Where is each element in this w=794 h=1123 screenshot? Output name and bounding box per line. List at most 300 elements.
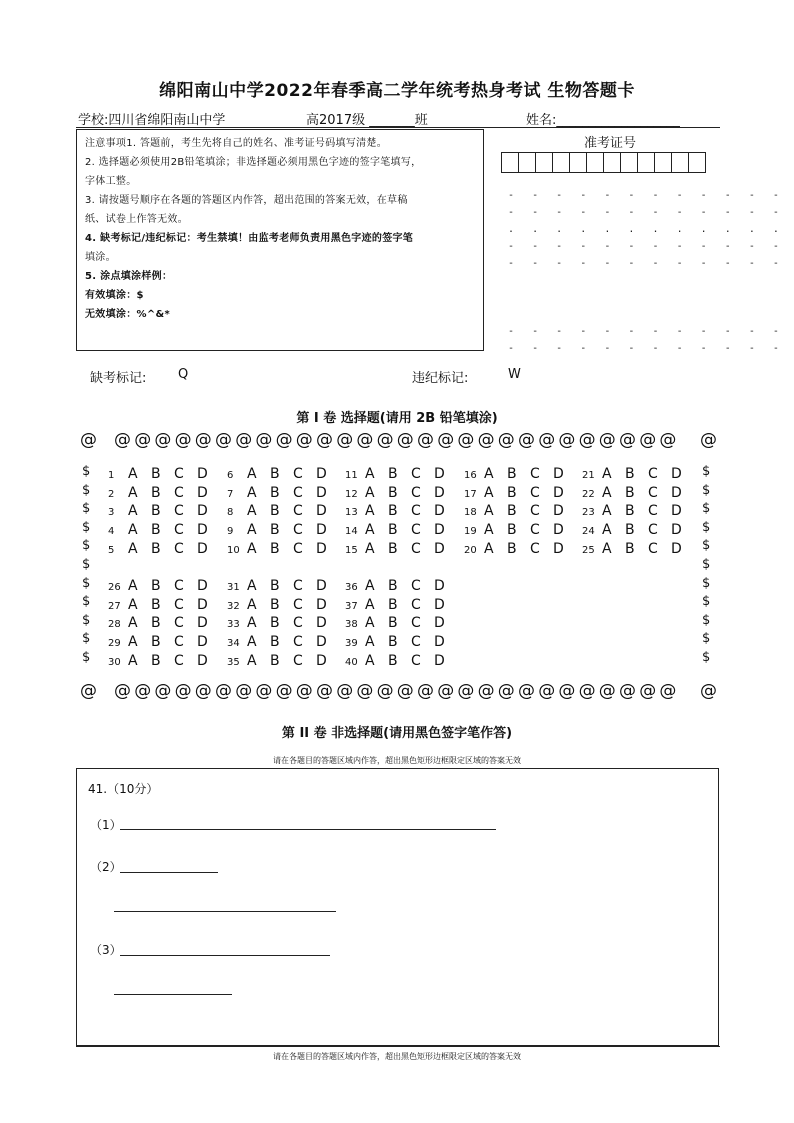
option-a-bubble[interactable]: A: [602, 522, 612, 538]
choice-question-6: [227, 466, 339, 482]
exam-number-fill-row[interactable]: - - - - - - - - - - - -: [508, 258, 779, 269]
option-d-bubble[interactable]: D: [671, 466, 682, 482]
exam-number-box[interactable]: [501, 152, 519, 173]
option-b-bubble[interactable]: B: [388, 541, 398, 557]
option-c-bubble[interactable]: C: [293, 466, 303, 482]
choice-question-10: [227, 541, 339, 557]
option-a-bubble[interactable]: A: [365, 522, 375, 538]
border-at-glyph: @: [114, 430, 131, 450]
option-a-bubble[interactable]: A: [128, 485, 138, 501]
option-a-bubble[interactable]: A: [602, 485, 612, 501]
border-dollar-glyph: $: [702, 612, 711, 628]
border-at-glyph: @: [598, 681, 616, 701]
option-b-bubble[interactable]: B: [270, 578, 280, 594]
choice-question-38: [345, 615, 457, 631]
school-label: 学校:四川省绵阳南山中学: [78, 113, 226, 128]
question-number: 1: [108, 470, 115, 481]
option-b-bubble[interactable]: B: [388, 522, 398, 538]
choice-question-27: [108, 597, 220, 613]
question-number: 33: [227, 619, 240, 630]
question-number: 22: [582, 489, 595, 500]
option-d-bubble[interactable]: D: [434, 597, 445, 613]
option-b-bubble[interactable]: B: [151, 503, 161, 519]
instructions-box: [76, 129, 484, 351]
name-field[interactable]: 姓名:___________________: [526, 113, 680, 128]
border-at-glyph: @: [619, 430, 636, 450]
option-a-bubble[interactable]: A: [602, 541, 612, 557]
option-d-bubble[interactable]: D: [197, 522, 208, 538]
option-a-bubble[interactable]: A: [365, 578, 375, 594]
option-c-bubble[interactable]: C: [174, 522, 184, 538]
choice-question-13: [345, 503, 457, 519]
q41-part3-line-2[interactable]: [114, 994, 232, 995]
border-at-glyph: @: [437, 681, 455, 701]
border-dollar-glyph: $: [82, 557, 91, 572]
option-a-bubble[interactable]: A: [128, 634, 138, 650]
option-a-bubble[interactable]: A: [365, 634, 375, 650]
option-b-bubble[interactable]: B: [151, 522, 161, 538]
option-a-bubble[interactable]: A: [484, 466, 494, 482]
border-dollar-glyph: $: [702, 631, 711, 647]
border-dollar-glyph: $: [702, 464, 711, 479]
option-b-bubble[interactable]: B: [625, 541, 635, 557]
option-c-bubble[interactable]: C: [411, 541, 421, 557]
exam-number-fill-row[interactable]: - - - - - - - - - - - -: [508, 207, 779, 218]
choice-question-12: [345, 485, 457, 501]
choice-question-35: [227, 653, 339, 669]
section1-bottom-border: [76, 681, 720, 703]
option-d-bubble[interactable]: D: [316, 597, 327, 613]
option-c-bubble[interactable]: C: [411, 615, 421, 631]
exam-number-box[interactable]: [654, 152, 672, 173]
option-d-bubble[interactable]: D: [434, 466, 445, 482]
option-c-bubble[interactable]: C: [293, 653, 303, 669]
section2-title: 第 II 卷 非选择题(请用黑色签字笔作答): [281, 726, 513, 741]
exam-number-fill-row[interactable]: . . . . . . . . . . . .: [508, 224, 779, 235]
option-d-bubble[interactable]: D: [197, 653, 208, 669]
option-c-bubble[interactable]: C: [530, 522, 540, 538]
option-d-bubble[interactable]: D: [197, 615, 208, 631]
exam-number-box[interactable]: [671, 152, 689, 173]
choice-question-31: [227, 578, 339, 594]
option-a-bubble[interactable]: A: [128, 466, 138, 482]
choice-question-11: [345, 466, 457, 482]
option-b-bubble[interactable]: B: [625, 485, 635, 501]
option-b-bubble[interactable]: B: [270, 653, 280, 669]
option-d-bubble[interactable]: D: [434, 578, 445, 594]
option-c-bubble[interactable]: C: [174, 578, 184, 594]
option-b-bubble[interactable]: B: [507, 541, 517, 557]
option-a-bubble[interactable]: A: [247, 597, 257, 613]
choice-question-30: [108, 653, 220, 669]
option-c-bubble[interactable]: C: [648, 485, 658, 501]
option-c-bubble[interactable]: C: [293, 634, 303, 650]
border-at-glyph: @: [639, 681, 657, 701]
absent-mark-label: 缺考标记:: [90, 371, 147, 386]
option-a-bubble[interactable]: A: [247, 522, 257, 538]
border-at-glyph: @: [497, 430, 515, 450]
option-a-bubble[interactable]: A: [365, 485, 375, 501]
border-dollar-glyph: $: [702, 482, 711, 498]
option-d-bubble[interactable]: D: [553, 522, 564, 538]
option-d-bubble[interactable]: D: [197, 466, 208, 482]
option-b-bubble[interactable]: B: [151, 485, 161, 501]
option-d-bubble[interactable]: D: [197, 541, 208, 557]
option-a-bubble[interactable]: A: [247, 503, 257, 519]
option-b-bubble[interactable]: B: [151, 615, 161, 631]
option-d-bubble[interactable]: D: [671, 522, 682, 538]
question-number: 18: [464, 507, 477, 518]
option-b-bubble[interactable]: B: [270, 485, 280, 501]
answer-area-41[interactable]: [76, 768, 719, 1046]
option-c-bubble[interactable]: C: [293, 522, 303, 538]
option-b-bubble[interactable]: B: [388, 466, 398, 482]
exam-number-fill-row[interactable]: - - - - - - - - - - - -: [508, 343, 779, 354]
option-b-bubble[interactable]: B: [388, 503, 398, 519]
option-b-bubble[interactable]: B: [625, 466, 635, 482]
option-b-bubble[interactable]: B: [270, 615, 280, 631]
option-a-bubble[interactable]: A: [128, 503, 138, 519]
option-a-bubble[interactable]: A: [602, 503, 612, 519]
choice-question-9: [227, 522, 339, 538]
border-at-glyph: @: [578, 681, 596, 701]
border-at-glyph: @: [174, 430, 192, 450]
option-b-bubble[interactable]: B: [507, 485, 517, 501]
option-d-bubble[interactable]: D: [553, 541, 564, 557]
border-at-glyph: @: [538, 430, 556, 450]
option-c-bubble[interactable]: C: [411, 503, 421, 519]
option-a-bubble[interactable]: A: [128, 578, 138, 594]
q41-part2-line-1[interactable]: [120, 872, 218, 873]
choice-question-32: [227, 597, 339, 613]
option-a-bubble[interactable]: A: [247, 653, 257, 669]
border-at-glyph: @: [174, 681, 192, 701]
question-number: 23: [582, 507, 595, 518]
exam-number-box[interactable]: [603, 152, 621, 173]
option-a-bubble[interactable]: A: [247, 466, 257, 482]
option-c-bubble[interactable]: C: [411, 485, 421, 501]
exam-number-box[interactable]: [688, 152, 706, 173]
option-c-bubble[interactable]: C: [293, 541, 303, 557]
option-b-bubble[interactable]: B: [151, 597, 161, 613]
border-at-glyph: @: [316, 430, 333, 450]
border-at-glyph: @: [700, 430, 717, 450]
option-d-bubble[interactable]: D: [671, 541, 682, 557]
choice-question-26: [108, 578, 220, 594]
border-at-glyph: @: [578, 430, 596, 450]
exam-number-fill-row[interactable]: - - - - - - - - - - - -: [508, 326, 779, 337]
choice-question-24: [582, 522, 694, 538]
q41-part1-line[interactable]: [120, 829, 496, 830]
exam-number-fill-row[interactable]: - - - - - - - - - - - -: [508, 190, 779, 201]
option-d-bubble[interactable]: D: [316, 615, 327, 631]
option-c-bubble[interactable]: C: [293, 578, 303, 594]
question-number: 5: [108, 545, 115, 556]
footer-divider: [76, 1046, 720, 1047]
border-at-glyph: @: [154, 681, 172, 701]
option-a-bubble[interactable]: A: [128, 597, 138, 613]
option-b-bubble[interactable]: B: [151, 634, 161, 650]
question-number: 27: [108, 601, 121, 612]
border-at-glyph: @: [134, 681, 152, 701]
border-at-glyph: @: [336, 681, 354, 701]
grade-class-field[interactable]: 高2017级 _______班: [306, 113, 428, 128]
question-number: 24: [582, 526, 595, 537]
option-d-bubble[interactable]: D: [316, 522, 327, 538]
question-number: 26: [108, 582, 121, 593]
option-a-bubble[interactable]: A: [247, 541, 257, 557]
choice-question-34: [227, 634, 339, 650]
exam-number-label: 准考证号: [583, 136, 636, 151]
section1-right-border: [702, 464, 716, 674]
option-a-bubble[interactable]: A: [484, 503, 494, 519]
option-c-bubble[interactable]: C: [293, 615, 303, 631]
option-d-bubble[interactable]: D: [316, 541, 327, 557]
border-at-glyph: @: [255, 430, 273, 450]
question-number: 3: [108, 507, 115, 518]
option-a-bubble[interactable]: A: [484, 485, 494, 501]
option-b-bubble[interactable]: B: [388, 485, 398, 501]
option-a-bubble[interactable]: A: [128, 653, 138, 669]
option-b-bubble[interactable]: B: [507, 466, 517, 482]
option-d-bubble[interactable]: D: [553, 503, 564, 519]
option-b-bubble[interactable]: B: [270, 634, 280, 650]
option-c-bubble[interactable]: C: [411, 634, 421, 650]
option-c-bubble[interactable]: C: [174, 485, 184, 501]
question-number: 11: [345, 470, 358, 481]
choice-question-14: [345, 522, 457, 538]
option-c-bubble[interactable]: C: [411, 653, 421, 669]
option-d-bubble[interactable]: D: [316, 503, 327, 519]
border-at-glyph: @: [356, 430, 374, 450]
q41-part2-label: （2）: [90, 860, 122, 874]
option-c-bubble[interactable]: C: [174, 653, 184, 669]
option-c-bubble[interactable]: C: [648, 503, 658, 519]
question-number: 29: [108, 638, 121, 649]
option-d-bubble[interactable]: D: [197, 485, 208, 501]
border-at-glyph: @: [376, 430, 394, 450]
question-number: 17: [464, 489, 477, 500]
border-dollar-glyph: $: [702, 575, 711, 591]
option-d-bubble[interactable]: D: [316, 485, 327, 501]
option-a-bubble[interactable]: A: [484, 522, 494, 538]
option-d-bubble[interactable]: D: [316, 634, 327, 650]
option-d-bubble[interactable]: D: [553, 485, 564, 501]
border-at-glyph: @: [659, 430, 677, 450]
border-at-glyph: @: [700, 681, 717, 701]
option-a-bubble[interactable]: A: [128, 522, 138, 538]
option-c-bubble[interactable]: C: [174, 615, 184, 631]
option-c-bubble[interactable]: C: [411, 522, 421, 538]
border-at-glyph: @: [134, 430, 152, 450]
option-a-bubble[interactable]: A: [247, 634, 257, 650]
option-c-bubble[interactable]: C: [530, 485, 540, 501]
choice-question-36: [345, 578, 457, 594]
choice-question-33: [227, 615, 339, 631]
option-c-bubble[interactable]: C: [530, 503, 540, 519]
option-a-bubble[interactable]: A: [365, 653, 375, 669]
absent-mark-box[interactable]: Q: [178, 367, 189, 382]
option-d-bubble[interactable]: D: [434, 522, 445, 538]
exam-number-box[interactable]: [569, 152, 587, 173]
question-number: 28: [108, 619, 121, 630]
question-number: 38: [345, 619, 358, 630]
option-b-bubble[interactable]: B: [507, 522, 517, 538]
option-b-bubble[interactable]: B: [270, 597, 280, 613]
option-b-bubble[interactable]: B: [151, 541, 161, 557]
border-at-glyph: @: [518, 681, 535, 701]
option-c-bubble[interactable]: C: [174, 466, 184, 482]
option-a-bubble[interactable]: A: [128, 615, 138, 631]
question-number: 32: [227, 601, 240, 612]
option-c-bubble[interactable]: C: [174, 634, 184, 650]
option-a-bubble[interactable]: A: [365, 503, 375, 519]
choice-question-21: [582, 466, 694, 482]
option-b-bubble[interactable]: B: [625, 522, 635, 538]
violation-mark-box[interactable]: W: [508, 367, 521, 382]
exam-number-box[interactable]: [518, 152, 536, 173]
option-c-bubble[interactable]: C: [174, 597, 184, 613]
option-a-bubble[interactable]: A: [365, 541, 375, 557]
option-a-bubble[interactable]: A: [128, 541, 138, 557]
q41-part2-line-2[interactable]: [114, 911, 336, 912]
border-at-glyph: @: [194, 430, 212, 450]
option-b-bubble[interactable]: B: [388, 578, 398, 594]
q41-part3-line-1[interactable]: [120, 955, 330, 956]
exam-number-boxes[interactable]: [501, 152, 705, 173]
option-c-bubble[interactable]: C: [530, 466, 540, 482]
question-number: 35: [227, 657, 240, 668]
option-d-bubble[interactable]: D: [316, 578, 327, 594]
option-b-bubble[interactable]: B: [388, 653, 398, 669]
exam-number-box[interactable]: [552, 152, 570, 173]
option-b-bubble[interactable]: B: [388, 634, 398, 650]
option-a-bubble[interactable]: A: [365, 615, 375, 631]
option-a-bubble[interactable]: A: [602, 466, 612, 482]
option-d-bubble[interactable]: D: [553, 466, 564, 482]
option-d-bubble[interactable]: D: [197, 578, 208, 594]
border-dollar-glyph: $: [702, 594, 711, 610]
option-d-bubble[interactable]: D: [197, 634, 208, 650]
note-invalid-sample: 无效填涂：%^&*: [85, 309, 171, 320]
option-a-bubble[interactable]: A: [247, 485, 257, 501]
question-number: 15: [345, 545, 358, 556]
option-c-bubble[interactable]: C: [411, 597, 421, 613]
option-d-bubble[interactable]: D: [434, 541, 445, 557]
border-at-glyph: @: [639, 430, 657, 450]
option-c-bubble[interactable]: C: [648, 466, 658, 482]
option-c-bubble[interactable]: C: [648, 541, 658, 557]
option-a-bubble[interactable]: A: [247, 615, 257, 631]
option-d-bubble[interactable]: D: [434, 503, 445, 519]
option-c-bubble[interactable]: C: [174, 503, 184, 519]
option-b-bubble[interactable]: B: [151, 466, 161, 482]
option-d-bubble[interactable]: D: [434, 615, 445, 631]
option-c-bubble[interactable]: C: [293, 597, 303, 613]
option-b-bubble[interactable]: B: [625, 503, 635, 519]
border-at-glyph: @: [477, 681, 495, 701]
option-d-bubble[interactable]: D: [434, 634, 445, 650]
question-number: 13: [345, 507, 358, 518]
choice-question-19: [464, 522, 576, 538]
question-number: 4: [108, 526, 115, 537]
option-d-bubble[interactable]: D: [671, 503, 682, 519]
choice-question-25: [582, 541, 694, 557]
exam-number-box[interactable]: [535, 152, 553, 173]
option-b-bubble[interactable]: B: [151, 653, 161, 669]
option-c-bubble[interactable]: C: [293, 485, 303, 501]
option-c-bubble[interactable]: C: [174, 541, 184, 557]
option-b-bubble[interactable]: B: [388, 597, 398, 613]
border-at-glyph: @: [558, 430, 576, 450]
note-line-8: 5. 涂点填涂样例：: [85, 271, 173, 282]
note-valid-sample: 有效填涂：$: [85, 290, 144, 301]
exam-number-box[interactable]: [620, 152, 638, 173]
option-c-bubble[interactable]: C: [411, 466, 421, 482]
option-b-bubble[interactable]: B: [270, 466, 280, 482]
q41-part1-label: （1）: [90, 818, 122, 832]
question-number: 14: [345, 526, 358, 537]
choice-question-2: [108, 485, 220, 501]
section1-left-border: [82, 464, 96, 674]
option-d-bubble[interactable]: D: [197, 597, 208, 613]
border-at-glyph: @: [80, 430, 97, 450]
option-d-bubble[interactable]: D: [316, 466, 327, 482]
option-a-bubble[interactable]: A: [484, 541, 494, 557]
page-title: 绵阳南山中学2022年春季高二学年统考热身考试 生物答题卡: [159, 81, 635, 101]
option-a-bubble[interactable]: A: [247, 578, 257, 594]
exam-number-box[interactable]: [637, 152, 655, 173]
option-d-bubble[interactable]: D: [434, 653, 445, 669]
choice-question-8: [227, 503, 339, 519]
border-dollar-glyph: $: [702, 538, 711, 554]
option-a-bubble[interactable]: A: [365, 597, 375, 613]
option-c-bubble[interactable]: C: [648, 522, 658, 538]
note-line-1: 注意事项1. 答题前，考生先将自己的姓名、准考证号码填写清楚。: [85, 138, 388, 149]
option-b-bubble[interactable]: B: [507, 503, 517, 519]
option-b-bubble[interactable]: B: [151, 578, 161, 594]
option-d-bubble[interactable]: D: [671, 485, 682, 501]
option-d-bubble[interactable]: D: [316, 653, 327, 669]
option-c-bubble[interactable]: C: [293, 503, 303, 519]
option-d-bubble[interactable]: D: [434, 485, 445, 501]
option-b-bubble[interactable]: B: [270, 522, 280, 538]
question-number: 34: [227, 638, 240, 649]
option-b-bubble[interactable]: B: [270, 503, 280, 519]
option-c-bubble[interactable]: C: [411, 578, 421, 594]
border-at-glyph: @: [80, 681, 97, 701]
border-at-glyph: @: [396, 681, 414, 701]
choice-question-28: [108, 615, 220, 631]
border-dollar-glyph: $: [82, 631, 91, 647]
option-c-bubble[interactable]: C: [530, 541, 540, 557]
border-dollar-glyph: $: [82, 575, 91, 591]
question-number: 19: [464, 526, 477, 537]
border-dollar-glyph: $: [82, 650, 91, 665]
option-d-bubble[interactable]: D: [197, 503, 208, 519]
exam-number-box[interactable]: [586, 152, 604, 173]
question-number: 2: [108, 489, 115, 500]
border-at-glyph: @: [538, 681, 556, 701]
section1-top-border: [76, 430, 720, 452]
q41-label: 41.（10分）: [88, 782, 159, 796]
choice-question-17: [464, 485, 576, 501]
option-a-bubble[interactable]: A: [365, 466, 375, 482]
option-b-bubble[interactable]: B: [270, 541, 280, 557]
exam-number-fill-row[interactable]: - - - - - - - - - - - -: [508, 241, 779, 252]
border-at-glyph: @: [437, 430, 455, 450]
option-b-bubble[interactable]: B: [388, 615, 398, 631]
